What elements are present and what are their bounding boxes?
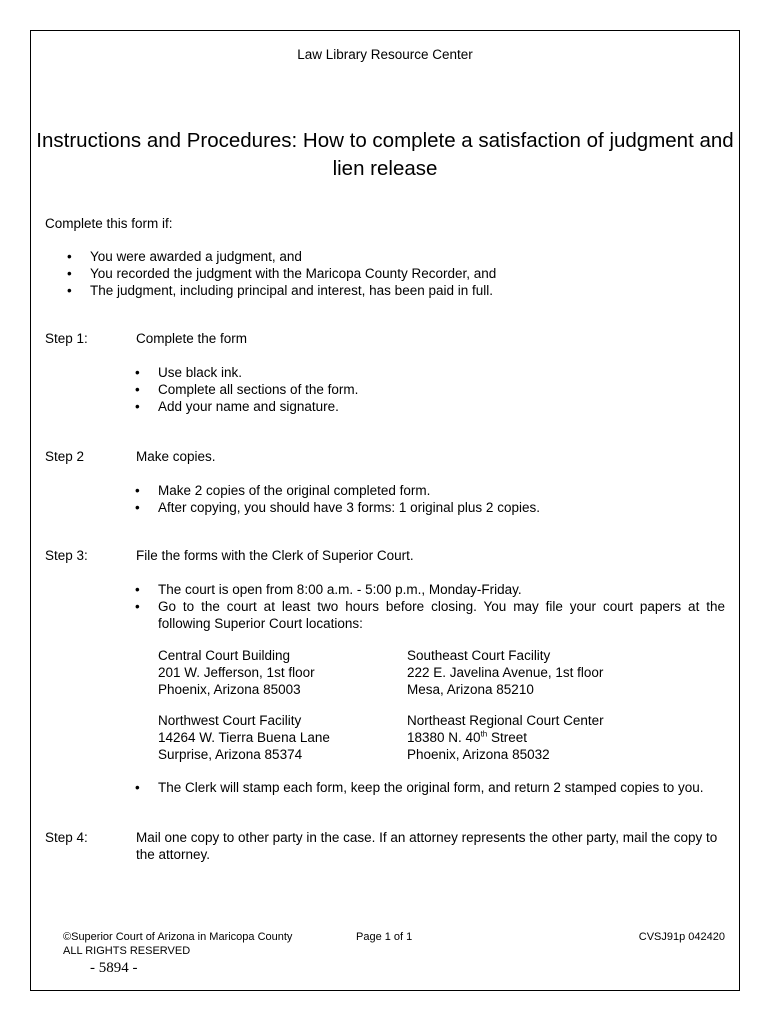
court-street: 222 E. Javelina Avenue, 1st floor bbox=[407, 665, 604, 680]
step-label: Step 3: bbox=[45, 548, 88, 563]
step-heading: File the forms with the Clerk of Superior Court. bbox=[136, 548, 414, 563]
step-bullet: • Make 2 copies of the original completed form. bbox=[158, 482, 430, 499]
court-city: Surprise, Arizona 85374 bbox=[158, 747, 303, 762]
court-location bbox=[407, 712, 604, 763]
court-city: Phoenix, Arizona 85003 bbox=[158, 682, 301, 697]
step-heading: Make copies. bbox=[136, 449, 216, 464]
court-name: Central Court Building bbox=[158, 648, 291, 663]
court-location bbox=[158, 647, 315, 698]
court-location bbox=[158, 712, 330, 763]
intro-bullet: • You were awarded a judgment, and bbox=[90, 248, 302, 265]
court-name: Northeast Regional Court Center bbox=[407, 713, 604, 728]
page-title: Instructions and Procedures: How to complete a satisfaction of judgment and lien release bbox=[36, 129, 734, 180]
step-bullet: • Add your name and signature. bbox=[158, 398, 339, 415]
step-label: Step 1: bbox=[45, 331, 88, 346]
step-bullet: • Complete all sections of the form. bbox=[158, 381, 358, 398]
step-bullet: • The Clerk will stamp each form, keep the original form, and return 2 stamped copies to you. bbox=[158, 779, 704, 796]
intro-lead: Complete this form if: bbox=[45, 216, 173, 231]
court-city: Mesa, Arizona 85210 bbox=[407, 682, 534, 697]
step-bullet: • After copying, you should have 3 forms: 1 original plus 2 copies. bbox=[158, 499, 540, 516]
footer-form-code: CVSJ91p 042420 bbox=[638, 931, 725, 943]
step-label: Step 4: bbox=[45, 830, 88, 845]
court-location bbox=[407, 647, 603, 698]
step-heading: Mail one copy to other party in the case. If an attorney represents the other party, mail the copy to the attorney. bbox=[136, 830, 718, 862]
step-label: Step 2 bbox=[45, 449, 85, 464]
step-bullet: • The court is open from 8:00 a.m. - 5:00 p.m., Monday-Friday. bbox=[158, 581, 522, 598]
step-bullet: • Go to the court at least two hours before closing. You may file your court papers at the following Superior Court locations: bbox=[158, 598, 725, 632]
page-header: Law Library Resource Center bbox=[297, 47, 473, 62]
footer-page: Page 1 of 1 bbox=[356, 931, 413, 943]
court-street: 18380 N. 40th Street bbox=[407, 729, 528, 745]
court-city: Phoenix, Arizona 85032 bbox=[407, 747, 550, 762]
court-name: Southeast Court Facility bbox=[407, 648, 551, 663]
intro-bullet: • The judgment, including principal and interest, has been paid in full. bbox=[90, 282, 493, 299]
court-street: 14264 W. Tierra Buena Lane bbox=[158, 730, 330, 745]
page-number: - 5894 - bbox=[90, 960, 138, 976]
footer-copyright: ©Superior Court of Arizona in Maricopa County bbox=[63, 931, 293, 943]
step-heading: Complete the form bbox=[136, 331, 248, 346]
court-name: Northwest Court Facility bbox=[158, 713, 302, 728]
court-street: 201 W. Jefferson, 1st floor bbox=[158, 665, 315, 680]
footer-rights: ALL RIGHTS RESERVED bbox=[63, 945, 191, 957]
intro-bullet: • You recorded the judgment with the Maricopa County Recorder, and bbox=[90, 265, 496, 282]
step-bullet: • Use black ink. bbox=[158, 364, 242, 381]
